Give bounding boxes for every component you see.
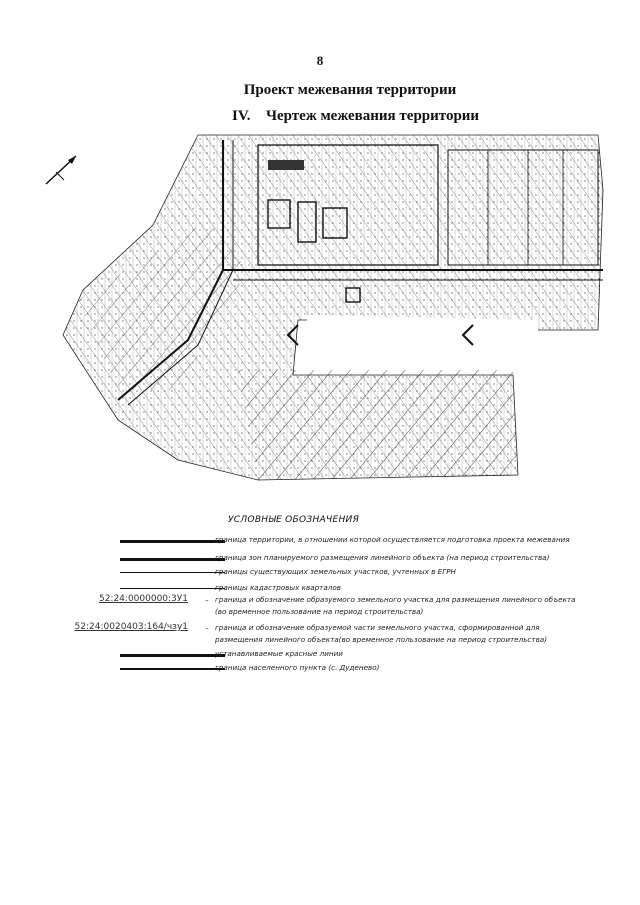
legend-text: устанавливаемые красные линии [215,649,343,658]
legend-item: – граница территории, в отношении которой осуществляется подготовка проекта межевания [80,534,600,552]
page-number: 8 [316,53,324,68]
section-number: IV. [232,108,251,124]
legend-item: – граница населенного пункта (с. Дуденево) [80,662,600,680]
legend-text: границы существующих земельных участков, учтенных в ЕГРН [215,567,456,576]
legend-item: – граница зон планируемого размещения линейного объекта (на период строительства) [80,552,600,570]
legend-item: – устанавливаемые красные линии [80,648,600,666]
section-heading [232,108,479,125]
parcel-code: 52:24:0000000:3У1 [98,594,188,604]
legend-item: – границы существующих земельных участков, учтенных в ЕГРН [80,566,600,584]
section-title: Чертеж межевания территории [266,108,480,124]
empty-zone [298,315,538,370]
page-title: Проект межевания территории [243,82,457,98]
legend-text: граница и обозначение образуемого земельного участка для размещения линейного объекта [215,595,576,604]
parcel-part-code: 52:24:0020403:164/чзу1 [74,622,188,632]
legend-text: граница территории, в отношении которой осуществляется подготовка проекта межевания [215,535,570,544]
legend-item: 52:24:0000000:3У1 – граница и обозначение образуемого земельного участка для размещения линейного объекта (во временное пользование на период строительства) [80,594,600,628]
survey-drawing [58,130,608,490]
legend-text-cont: размещения линейного объекта(во временное пользование на период строительства) [215,635,548,644]
legend-text: граница населенного пункта (с. Дуденево) [215,663,380,672]
legend-text: граница зон планируемого размещения линейного объекта (на период строительства) [215,553,550,562]
legend-item: 52:24:0020403:164/чзу1 – граница и обозначение образуемой части земельного участка, сформированной для размещения линейного объекта(во временное пользование на период строительства) [80,622,600,652]
legend-text: границы кадастровых кварталов [215,583,341,592]
legend-text: граница и обозначение образуемой части земельного участка, сформированной для [215,623,540,632]
legend-item: – границы кадастровых кварталов [80,582,600,600]
legend-title: УСЛОВНЫЕ ОБОЗНАЧЕНИЯ [228,515,360,525]
legend-text-cont: (во временное пользование на период строительства) [215,607,424,616]
